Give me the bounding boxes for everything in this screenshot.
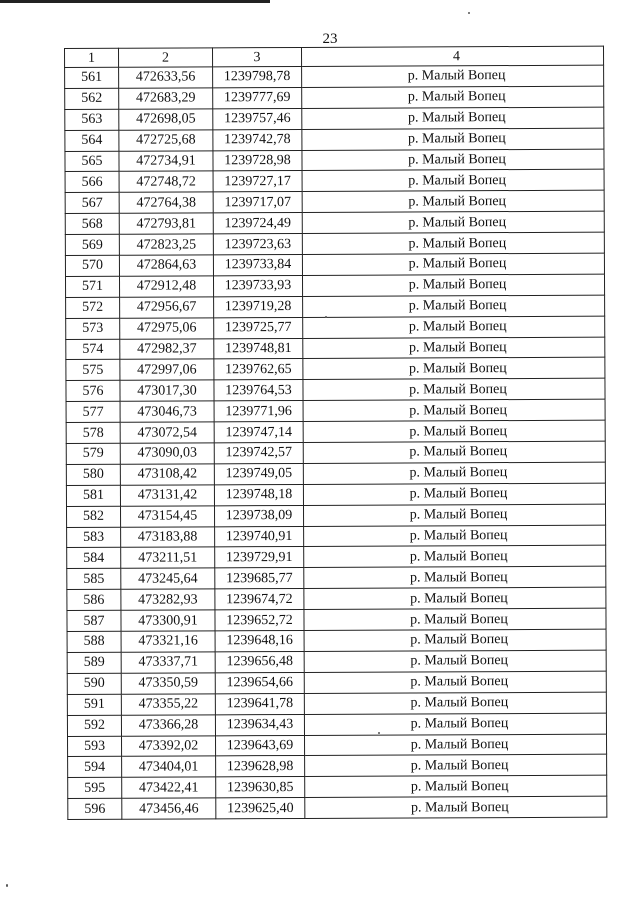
- table-row: [68, 734, 607, 757]
- x-coordinate-cell: 473282,93: [121, 589, 215, 610]
- table-row: [67, 713, 606, 736]
- row-number-cell: 595: [68, 778, 122, 799]
- description-cell: р. Малый Вопец: [302, 65, 604, 87]
- y-coordinate-cell: 1239654,66: [215, 672, 304, 693]
- table-row: [65, 253, 604, 276]
- row-number-cell: 596: [68, 798, 122, 819]
- column-header-3: 3: [213, 47, 302, 66]
- row-number-cell: 562: [65, 88, 119, 109]
- row-number-cell: 575: [66, 360, 120, 381]
- description-cell: р. Малый Вопец: [303, 441, 605, 463]
- y-coordinate-cell: 1239625,40: [216, 798, 305, 819]
- table-row: [66, 462, 605, 485]
- description-cell: р. Малый Вопец: [304, 525, 606, 547]
- table-row: [67, 525, 606, 548]
- table-row: [65, 86, 604, 109]
- x-coordinate-cell: 473017,30: [120, 380, 214, 401]
- y-coordinate-cell: 1239656,48: [215, 651, 304, 672]
- row-number-cell: 578: [66, 422, 120, 443]
- y-coordinate-cell: 1239628,98: [216, 756, 305, 777]
- x-coordinate-cell: 472956,67: [120, 297, 214, 318]
- table-row: [68, 755, 607, 778]
- x-coordinate-cell: 472912,48: [119, 276, 213, 297]
- y-coordinate-cell: 1239777,69: [213, 87, 302, 108]
- column-header-2: 2: [119, 48, 213, 67]
- row-number-cell: 577: [66, 402, 120, 423]
- table-header: [65, 46, 604, 67]
- x-coordinate-cell: 472633,56: [119, 67, 213, 88]
- scan-speck: [468, 12, 470, 14]
- table-row: [66, 441, 605, 464]
- y-coordinate-cell: 1239717,07: [213, 192, 302, 213]
- description-cell: р. Малый Вопец: [302, 274, 604, 296]
- x-coordinate-cell: 472764,38: [119, 192, 213, 213]
- description-cell: р. Малый Вопец: [304, 734, 606, 756]
- table-row: [65, 107, 604, 130]
- table-row: [67, 546, 606, 569]
- x-coordinate-cell: 472683,29: [119, 88, 213, 109]
- column-header-4: 4: [301, 46, 603, 66]
- table-row: [67, 629, 606, 652]
- x-coordinate-cell: 473404,01: [122, 756, 216, 777]
- row-number-cell: 581: [66, 485, 120, 506]
- row-number-cell: 589: [67, 652, 121, 673]
- x-coordinate-cell: 473245,64: [121, 568, 215, 589]
- description-cell: р. Малый Вопец: [303, 483, 605, 505]
- y-coordinate-cell: 1239634,43: [215, 714, 304, 735]
- table-row: [67, 567, 606, 590]
- row-number-cell: 591: [67, 694, 121, 715]
- table-row: [65, 128, 604, 151]
- y-coordinate-cell: 1239757,46: [213, 108, 302, 129]
- description-cell: р. Малый Вопец: [304, 650, 606, 672]
- description-cell: р. Малый Вопец: [304, 671, 606, 693]
- y-coordinate-cell: 1239729,91: [215, 547, 304, 568]
- description-cell: р. Малый Вопец: [304, 713, 606, 735]
- row-number-cell: 572: [66, 297, 120, 318]
- row-number-cell: 570: [65, 255, 119, 276]
- y-coordinate-cell: 1239728,98: [213, 150, 302, 171]
- y-coordinate-cell: 1239727,17: [213, 171, 302, 192]
- description-cell: р. Малый Вопец: [304, 587, 606, 609]
- row-number-cell: 580: [66, 464, 120, 485]
- description-cell: р. Малый Вопец: [303, 399, 605, 421]
- y-coordinate-cell: 1239652,72: [215, 610, 304, 631]
- x-coordinate-cell: 473337,71: [121, 652, 215, 673]
- description-cell: р. Малый Вопец: [303, 358, 605, 380]
- description-cell: р. Малый Вопец: [303, 316, 605, 338]
- x-coordinate-cell: 472982,37: [120, 338, 214, 359]
- description-cell: р. Малый Вопец: [303, 462, 605, 484]
- y-coordinate-cell: 1239719,28: [214, 296, 303, 317]
- y-coordinate-cell: 1239725,77: [214, 317, 303, 338]
- row-number-cell: 564: [65, 130, 119, 151]
- table-row: [66, 504, 605, 527]
- row-number-cell: 568: [65, 213, 119, 234]
- x-coordinate-cell: 472793,81: [119, 213, 213, 234]
- x-coordinate-cell: 473321,16: [121, 631, 215, 652]
- x-coordinate-cell: 473131,42: [120, 485, 214, 506]
- y-coordinate-cell: 1239641,78: [215, 693, 304, 714]
- x-coordinate-cell: 473300,91: [121, 610, 215, 631]
- y-coordinate-cell: 1239733,93: [213, 275, 302, 296]
- table-row: [65, 211, 604, 234]
- description-cell: р. Малый Вопец: [302, 253, 604, 275]
- table-row: [65, 190, 604, 213]
- x-coordinate-cell: 472823,25: [119, 234, 213, 255]
- description-cell: р. Малый Вопец: [304, 692, 606, 714]
- y-coordinate-cell: 1239749,05: [214, 463, 303, 484]
- scan-speck: [378, 732, 380, 734]
- page-number: 23: [322, 31, 338, 47]
- y-coordinate-cell: 1239742,57: [214, 442, 303, 463]
- x-coordinate-cell: 473108,42: [120, 464, 214, 485]
- y-coordinate-cell: 1239643,69: [216, 735, 305, 756]
- row-number-cell: 566: [65, 172, 119, 193]
- description-cell: р. Малый Вопец: [302, 107, 604, 129]
- description-cell: р. Малый Вопец: [302, 190, 604, 212]
- description-cell: р. Малый Вопец: [304, 629, 606, 651]
- scan-speck: [6, 884, 8, 887]
- y-coordinate-cell: 1239740,91: [215, 526, 304, 547]
- y-coordinate-cell: 1239748,81: [214, 338, 303, 359]
- row-number-cell: 573: [66, 318, 120, 339]
- y-coordinate-cell: 1239630,85: [216, 777, 305, 798]
- y-coordinate-cell: 1239723,63: [213, 234, 302, 255]
- table-row: [66, 295, 605, 318]
- description-cell: р. Малый Вопец: [302, 232, 604, 254]
- y-coordinate-cell: 1239764,53: [214, 380, 303, 401]
- row-number-cell: 588: [67, 631, 121, 652]
- description-cell: р. Малый Вопец: [303, 295, 605, 317]
- row-number-cell: 571: [65, 276, 119, 297]
- table-row: [67, 650, 606, 673]
- row-number-cell: 587: [67, 610, 121, 631]
- column-header-1: 1: [65, 48, 119, 67]
- y-coordinate-cell: 1239738,09: [214, 505, 303, 526]
- y-coordinate-cell: 1239771,96: [214, 401, 303, 422]
- description-cell: р. Малый Вопец: [304, 608, 606, 630]
- description-cell: р. Малый Вопец: [305, 755, 607, 777]
- y-coordinate-cell: 1239648,16: [215, 631, 304, 652]
- table-row: [67, 608, 606, 631]
- header-row: [65, 46, 604, 67]
- row-number-cell: 567: [65, 193, 119, 214]
- table-row: [66, 399, 605, 422]
- table-row: [65, 149, 604, 172]
- row-number-cell: 561: [65, 67, 119, 88]
- row-number-cell: 593: [68, 736, 122, 757]
- x-coordinate-cell: 473046,73: [120, 401, 214, 422]
- table-row: [65, 170, 604, 193]
- description-cell: р. Малый Вопец: [303, 379, 605, 401]
- table-row: [66, 316, 605, 339]
- row-number-cell: 574: [66, 339, 120, 360]
- description-cell: р. Малый Вопец: [304, 546, 606, 568]
- description-cell: р. Малый Вопец: [302, 86, 604, 108]
- coordinates-table: [64, 46, 607, 820]
- x-coordinate-cell: 473392,02: [122, 735, 216, 756]
- table-row: [66, 483, 605, 506]
- y-coordinate-cell: 1239748,18: [214, 484, 303, 505]
- description-cell: р. Малый Вопец: [303, 504, 605, 526]
- x-coordinate-cell: 473350,59: [121, 673, 215, 694]
- table-row: [66, 420, 605, 443]
- table-body: [65, 65, 607, 819]
- table-row: [65, 232, 604, 255]
- y-coordinate-cell: 1239742,78: [213, 129, 302, 150]
- x-coordinate-cell: 473183,88: [121, 526, 215, 547]
- table-row: [67, 671, 606, 694]
- x-coordinate-cell: 473456,46: [122, 798, 216, 819]
- row-number-cell: 582: [66, 506, 120, 527]
- description-cell: р. Малый Вопец: [302, 128, 604, 150]
- description-cell: р. Малый Вопец: [302, 149, 604, 171]
- x-coordinate-cell: 473355,22: [121, 694, 215, 715]
- x-coordinate-cell: 472698,05: [119, 109, 213, 130]
- x-coordinate-cell: 473090,03: [120, 443, 214, 464]
- table-row: [67, 692, 606, 715]
- description-cell: р. Малый Вопец: [302, 211, 604, 233]
- row-number-cell: 585: [67, 569, 121, 590]
- row-number-cell: 569: [65, 234, 119, 255]
- y-coordinate-cell: 1239685,77: [215, 568, 304, 589]
- row-number-cell: 563: [65, 109, 119, 130]
- y-coordinate-cell: 1239747,14: [214, 422, 303, 443]
- table-row: [67, 587, 606, 610]
- x-coordinate-cell: 472748,72: [119, 171, 213, 192]
- row-number-cell: 583: [67, 527, 121, 548]
- row-number-cell: 594: [68, 757, 122, 778]
- x-coordinate-cell: 473422,41: [122, 777, 216, 798]
- row-number-cell: 590: [67, 673, 121, 694]
- x-coordinate-cell: 472725,68: [119, 130, 213, 151]
- x-coordinate-cell: 472734,91: [119, 150, 213, 171]
- x-coordinate-cell: 472864,63: [119, 255, 213, 276]
- row-number-cell: 592: [67, 715, 121, 736]
- x-coordinate-cell: 473366,28: [121, 714, 215, 735]
- x-coordinate-cell: 472997,06: [120, 359, 214, 380]
- description-cell: р. Малый Вопец: [302, 170, 604, 192]
- description-cell: р. Малый Вопец: [304, 567, 606, 589]
- x-coordinate-cell: 473211,51: [121, 547, 215, 568]
- x-coordinate-cell: 473154,45: [120, 506, 214, 527]
- table-row: [68, 796, 607, 819]
- table-row: [66, 379, 605, 402]
- scan-speck: [325, 316, 327, 318]
- description-cell: р. Малый Вопец: [303, 337, 605, 359]
- y-coordinate-cell: 1239762,65: [214, 359, 303, 380]
- description-cell: р. Малый Вопец: [305, 796, 607, 818]
- row-number-cell: 579: [66, 443, 120, 464]
- scan-edge-line: [0, 0, 270, 3]
- y-coordinate-cell: 1239674,72: [215, 589, 304, 610]
- x-coordinate-cell: 473072,54: [120, 422, 214, 443]
- y-coordinate-cell: 1239733,84: [213, 254, 302, 275]
- x-coordinate-cell: 472975,06: [120, 318, 214, 339]
- table-row: [65, 65, 604, 88]
- row-number-cell: 576: [66, 381, 120, 402]
- description-cell: р. Малый Вопец: [305, 775, 607, 797]
- table-row: [65, 274, 604, 297]
- table-row: [66, 337, 605, 360]
- y-coordinate-cell: 1239798,78: [213, 66, 302, 87]
- y-coordinate-cell: 1239724,49: [213, 213, 302, 234]
- row-number-cell: 586: [67, 590, 121, 611]
- description-cell: р. Малый Вопец: [303, 420, 605, 442]
- row-number-cell: 584: [67, 548, 121, 569]
- table-row: [68, 775, 607, 798]
- table-row: [66, 358, 605, 381]
- row-number-cell: 565: [65, 151, 119, 172]
